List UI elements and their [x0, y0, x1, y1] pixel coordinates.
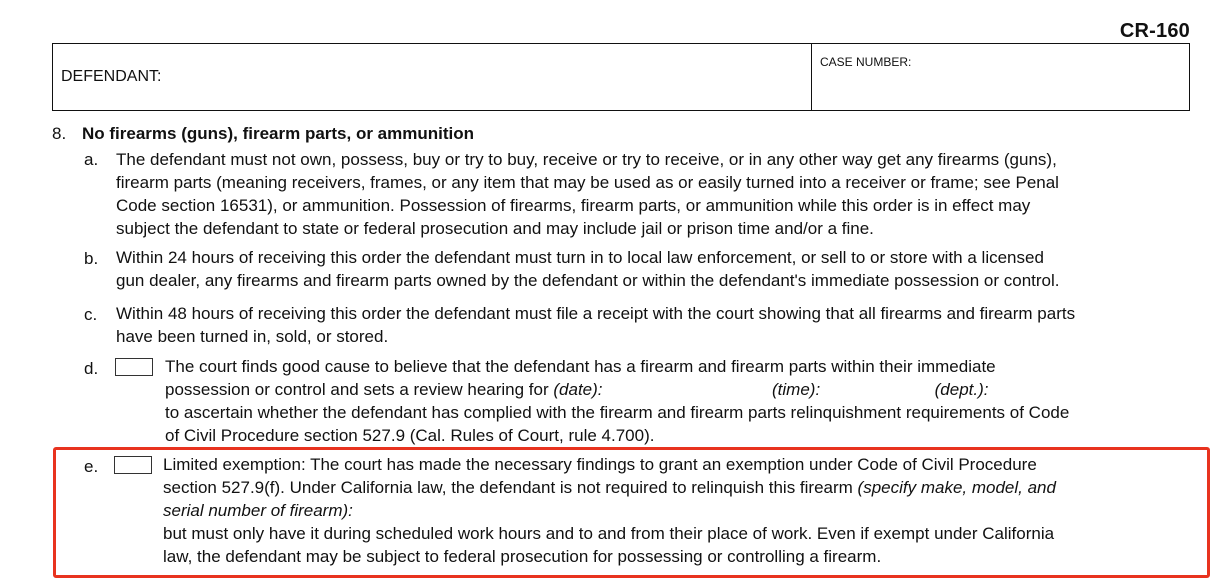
item-c-text	[116, 302, 1196, 348]
item-b-letter: b.	[84, 249, 99, 268]
caption-header	[52, 43, 1190, 111]
item-c-line: Within 48 hours of receiving this order the defendant must file a receipt with the court showing that all firearms and firearm parts	[116, 304, 1076, 323]
item-d-line-1: The court finds good cause to believe that the defendant has a firearm and firearm parts within their immediate	[165, 357, 996, 376]
item-e-line-2-italic: (specify make, model, and	[857, 478, 1056, 497]
item-d-checkbox[interactable]	[115, 358, 153, 376]
item-a-letter: a.	[84, 150, 99, 169]
item-a-line: firearm parts (meaning receivers, frames, or any item that may be used as or easily turned into a receiver or frame; see Penal	[116, 173, 1059, 192]
date-label: (date):	[553, 380, 603, 399]
item-d-line-2	[165, 378, 1205, 401]
item-c-letter: c.	[84, 305, 98, 324]
item-c-line: have been turned in, sold, or stored.	[116, 327, 389, 346]
item-d-line-4: of Civil Procedure section 527.9 (Cal. Rules of Court, rule 4.700).	[165, 426, 655, 445]
form-id: CR-160	[1119, 20, 1190, 42]
item-a-line: The defendant must not own, possess, buy or try to buy, receive or try to receive, or in any other way get any firearms (guns),	[116, 150, 1057, 169]
item-e-checkbox[interactable]	[114, 456, 152, 474]
item-e-line-2	[163, 476, 1203, 499]
item-b-text	[116, 246, 1196, 292]
item-e-line-4: but must only have it during scheduled work hours and to and from their place of work. Even if exempt under California	[163, 524, 1055, 543]
header-divider	[811, 44, 812, 110]
item-e-letter: e.	[84, 457, 99, 476]
item-d-letter: d.	[84, 359, 99, 378]
dept-label: (dept.):	[934, 380, 989, 399]
item-e-line-2-text: section 527.9(f). Under California law, the defendant is not required to relinquish this firearm	[163, 478, 853, 497]
item-a-line: Code section 16531), or ammunition. Possession of firearms, firearm parts, or ammunition while this order is in effect may	[116, 196, 1031, 215]
item-b-line: gun dealer, any firearms and firearm parts owned by the defendant or within the defendant's immediate possession or control.	[116, 271, 1060, 290]
case-number-label: CASE NUMBER:	[820, 55, 912, 69]
time-label: (time):	[772, 380, 821, 399]
item-d-hearing-text: possession or control and sets a review hearing for	[165, 380, 549, 399]
item-d-text	[165, 355, 1205, 447]
item-d-line-3: to ascertain whether the defendant has complied with the firearm and firearm parts relinquishment requirements of Code	[165, 403, 1070, 422]
item-a-line: subject the defendant to state or federal prosecution and may include jail or prison time and/or a fine.	[116, 219, 874, 238]
defendant-label: DEFENDANT:	[61, 68, 162, 85]
item-b-line: Within 24 hours of receiving this order the defendant must turn in to local law enforcement, or sell to or store with a licensed	[116, 248, 1044, 267]
section-number: 8.	[52, 124, 67, 143]
item-e-line-5: law, the defendant may be subject to federal prosecution for possessing or controlling a firearm.	[163, 547, 882, 566]
section-title: No firearms (guns), firearm parts, or ammunition	[82, 124, 475, 143]
item-a-text	[116, 148, 1196, 240]
item-e-text	[163, 453, 1203, 568]
item-e-line-1: Limited exemption: The court has made the necessary findings to grant an exemption under Code of Civil Procedure	[163, 455, 1037, 474]
item-e-line-3: serial number of firearm):	[163, 501, 353, 520]
